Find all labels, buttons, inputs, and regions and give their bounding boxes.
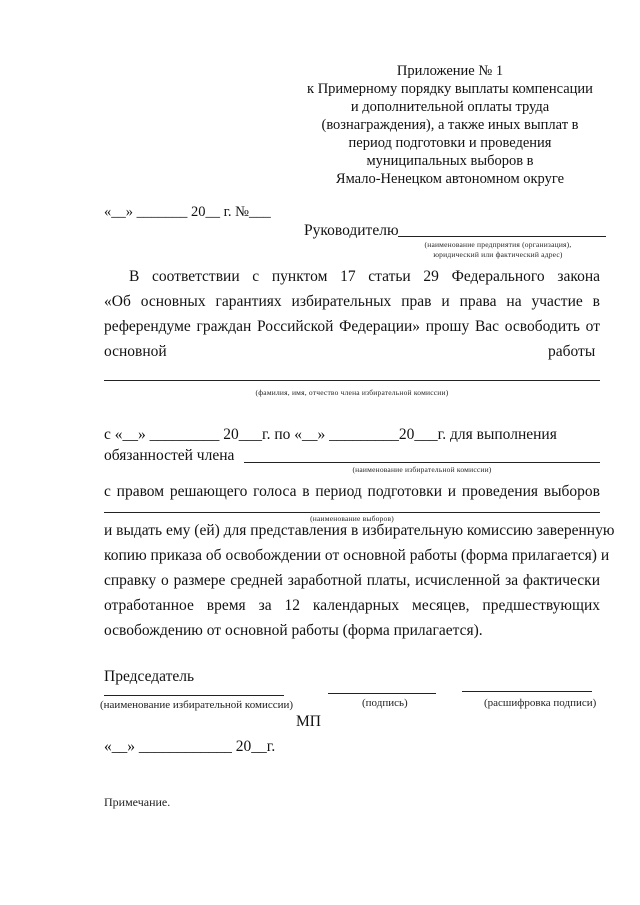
fio-caption: (фамилия, имя, отчество члена избирательной комиссии) bbox=[255, 388, 449, 397]
body-line: и выдать ему (ей) для представления в избирательную комиссию заверенную bbox=[104, 522, 615, 539]
body-line: работы bbox=[548, 343, 596, 360]
signature-date: «__» ____________ 20__г. bbox=[104, 738, 276, 755]
fio-line bbox=[104, 380, 600, 381]
body-line: отработанное время за 12 календарных месяцев, предшествующих bbox=[104, 597, 600, 614]
header-line: период подготовки и проведения bbox=[348, 135, 552, 151]
commission-caption: (наименование избирательной комиссии) bbox=[352, 465, 492, 474]
elections-line bbox=[104, 512, 600, 513]
addressee-caption: юридический или фактический адрес) bbox=[433, 250, 563, 259]
commission-name-caption: (наименование избирательной комиссии) bbox=[100, 699, 294, 711]
decode-caption: (расшифровка подписи) bbox=[484, 697, 597, 709]
header-line: (вознаграждения), а также иных выплат в bbox=[321, 117, 579, 133]
addressee-label: Руководителю bbox=[304, 222, 399, 239]
commission-line bbox=[244, 462, 600, 463]
signature-line bbox=[328, 693, 436, 694]
note-label: Примечание. bbox=[104, 795, 171, 809]
decode-line bbox=[462, 691, 592, 692]
date-number-field: «__» _______ 20__ г. №___ bbox=[104, 204, 271, 220]
signature-caption: (подпись) bbox=[362, 697, 408, 709]
commission-name-line bbox=[104, 695, 284, 696]
annex-header bbox=[290, 62, 610, 188]
elections-caption: (наименование выборов) bbox=[310, 514, 394, 523]
member-label: обязанностей члена bbox=[104, 447, 235, 464]
stamp-label: МП bbox=[296, 713, 321, 730]
header-line: Ямало-Ненецком автономном округе bbox=[335, 171, 565, 187]
body-line: копию приказа об освобождении от основной работы (форма прилагается) и bbox=[104, 547, 610, 564]
body-line: «Об основных гарантиях избирательных прав и права на участие в bbox=[104, 293, 600, 310]
body-line: основной bbox=[104, 343, 167, 360]
period-line: с «__» _________ 20___г. по «__» _________20___г. для выполнения bbox=[104, 426, 557, 443]
header-line: к Примерному порядку выплаты компенсации bbox=[307, 81, 593, 97]
body-line: освобождению от основной работы (форма прилагается). bbox=[104, 622, 483, 639]
chairman-label: Председатель bbox=[104, 668, 195, 685]
header-line: Приложение № 1 bbox=[396, 63, 504, 79]
addressee-caption: (наименование предприятия (организация), bbox=[424, 240, 572, 249]
header-line: и дополнительной оплаты труда bbox=[350, 99, 550, 115]
header-line: муниципальных выборов в bbox=[366, 153, 534, 169]
addressee-line bbox=[398, 236, 606, 237]
body-line: референдуме граждан Российской Федерации» прошу Вас освободить от bbox=[104, 318, 600, 335]
body-line: справку о размере средней заработной платы, исчисленной за фактически bbox=[104, 572, 600, 589]
body-line: В соответствии с пунктом 17 статьи 29 Федерального закона bbox=[129, 268, 600, 285]
vote-line: с правом решающего голоса в период подготовки и проведения выборов bbox=[104, 483, 600, 500]
